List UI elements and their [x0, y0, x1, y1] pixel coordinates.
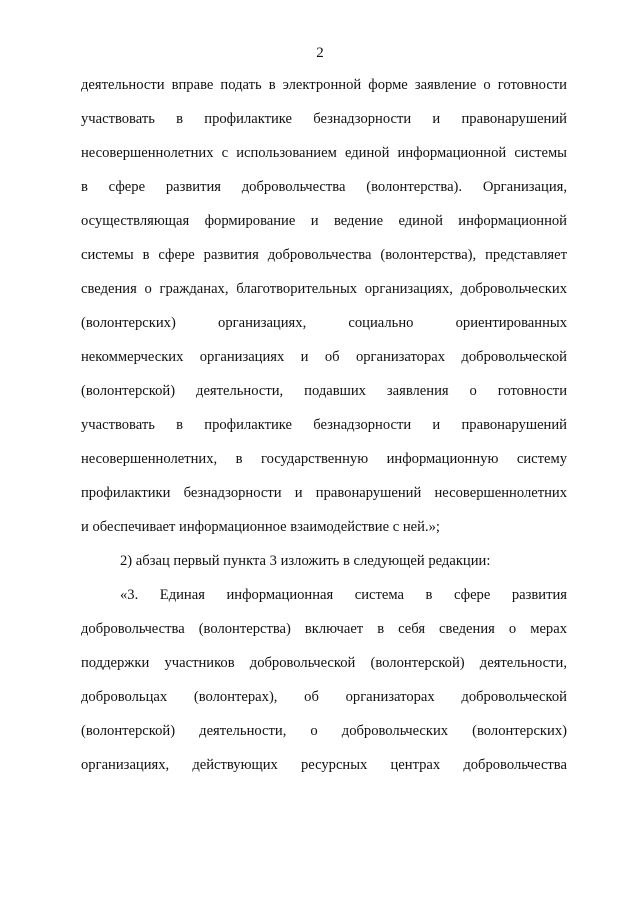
text-line: добровольцах (волонтерах), об организаторах добровольческой [81, 689, 567, 705]
text-line: организациях, действующих ресурсных центрах добровольчества [81, 757, 567, 773]
body-text [81, 74, 567, 788]
text-line: сведения о гражданах, благотворительных организациях, добровольческих [81, 281, 567, 297]
text-line: 2) абзац первый пункта 3 изложить в следующей редакции: [120, 553, 491, 569]
text-line: несовершеннолетних с использованием единой информационной системы [81, 145, 567, 161]
text-line: осуществляющая формирование и ведение единой информационной [81, 213, 567, 229]
text-line: (волонтерских) организациях, социально ориентированных [81, 315, 567, 331]
text-line: «3. Единая информационная система в сфере развития [120, 587, 567, 603]
text-line: профилактики безнадзорности и правонарушений несовершеннолетних [81, 485, 567, 501]
text-line: системы в сфере развития добровольчества (волонтерства), представляет [81, 247, 567, 263]
text-line: (волонтерской) деятельности, подавших заявления о готовности [81, 383, 567, 399]
page-number: 2 [316, 45, 324, 61]
text-line: несовершеннолетних, в государственную информационную систему [81, 451, 567, 467]
text-line: и обеспечивает информационное взаимодействие с ней.»; [81, 519, 440, 535]
text-line: в сфере развития добровольчества (волонтерства). Организация, [81, 179, 567, 195]
text-line: поддержки участников добровольческой (волонтерской) деятельности, [81, 655, 567, 671]
text-line: участвовать в профилактике безнадзорности и правонарушений [81, 417, 567, 433]
text-line: деятельности вправе подать в электронной форме заявление о готовности [81, 77, 567, 93]
text-line: участвовать в профилактике безнадзорности и правонарушений [81, 111, 567, 127]
text-line: добровольчества (волонтерства) включает в себя сведения о мерах [81, 621, 567, 637]
text-line: (волонтерской) деятельности, о добровольческих (волонтерских) [81, 723, 567, 739]
text-line: некоммерческих организациях и об организаторах добровольческой [81, 349, 567, 365]
